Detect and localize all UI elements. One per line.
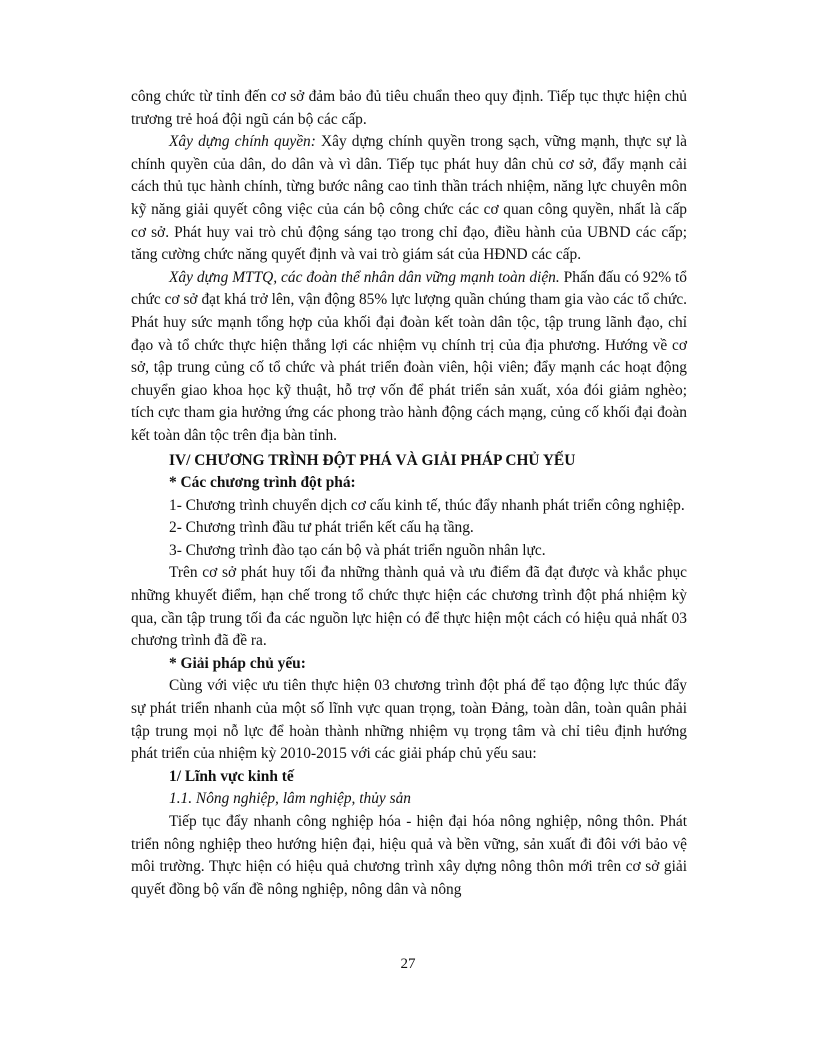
- section-iv-title: IV/ CHƯƠNG TRÌNH ĐỘT PHÁ VÀ GIẢI PHÁP CHỦ YẾU: [169, 451, 576, 469]
- paragraph-implementation: Trên cơ sở phát huy tối đa những thành quả và ưu điểm đã đạt được và khắc phục những khuyết điểm, hạn chế trong tổ chức thực hiện các chương trình đột phá nhiệm kỳ qua, cần tập trung tối đa các nguồn lực hiện có để thực hiện một cách có hiệu quả nhất 03 chương trình đã đề ra.: [131, 564, 687, 650]
- breakthrough-item-3: 3- Chương trình đào tạo cán bộ và phát triển nguồn nhân lực.: [169, 541, 546, 559]
- paragraph-agriculture: Tiếp tục đẩy nhanh công nghiệp hóa - hiện đại hóa nông nghiệp, nông thôn. Phát triển nông nghiệp theo hướng hiện đại, hiệu quả và bền vững, sản xuất đi đôi với bảo vệ môi trường. Thực hiện có hiệu quả chương trình xây dựng nông thôn mới trên cơ sở giải quyết đồng bộ vấn đề nông nghiệp, nông dân và nông: [131, 813, 687, 898]
- paragraph-cadre-standards: công chức từ tỉnh đến cơ sở đảm bảo đủ tiêu chuẩn theo quy định. Tiếp tục thực hiện chủ trương trẻ hoá đội ngũ cán bộ các cấp.: [131, 88, 687, 128]
- breakthrough-item-2: 2- Chương trình đầu tư phát triển kết cấu hạ tầng.: [169, 519, 474, 537]
- page-body: [131, 86, 687, 901]
- breakthrough-programs-heading: * Các chương trình đột phá:: [169, 474, 356, 492]
- mttq-building-lead: Xây dựng MTTQ, các đoàn thể nhân dân vững mạnh toàn diện.: [169, 268, 560, 286]
- subsection-economy-heading: 1/ Lĩnh vực kinh tế: [169, 767, 294, 785]
- mttq-building-body: Phấn đấu có 92% tổ chức cơ sở đạt khá trở lên, vận động 85% lực lượng quần chúng tham gia vào các tổ chức. Phát huy sức mạnh tổng hợp của khối đại đoàn kết toàn dân tộc, tập trung lãnh đạo, chỉ đạo và tổ chức thực hiện thắng lợi các nhiệm vụ chính trị của địa phương. Hướng về cơ sở, tập trung củng cố tổ chức và phát triển đoàn viên, hội viên; đẩy mạnh các hoạt động chuyển giao khoa học kỹ thuật, hỗ trợ vốn để phát triển sản xuất, xóa đói giảm nghèo; tích cực tham gia hưởng ứng các phong trào hành động cách mạng, củng cố khối đại đoàn kết toàn dân tộc trên địa bàn tỉnh.: [131, 268, 688, 444]
- paragraph-government-building: [131, 131, 687, 267]
- main-solutions-heading: * Giải pháp chủ yếu:: [169, 654, 306, 672]
- paragraph-mttq-building: [131, 267, 687, 448]
- government-building-lead: Xây dựng chính quyền:: [169, 133, 316, 151]
- subsection-agriculture-heading: 1.1. Nông nghiệp, lâm nghiệp, thủy sản: [169, 790, 411, 808]
- government-building-body: Xây dựng chính quyền trong sạch, vững mạnh, thực sự là chính quyền của dân, do dân và vì dân. Tiếp tục phát huy dân chủ cơ sở, đẩy mạnh cải cách thủ tục hành chính, từng bước nâng cao tinh thần trách nhiệm, năng lực chuyên môn kỹ năng giải quyết công việc của cán bộ công chức các cơ quan công quyền, nhất là cấp cơ sở. Phát huy vai trò chủ động sáng tạo trong chỉ đạo, điều hành của UBND các cấp; tăng cường chức năng quyết định và vai trò giám sát của HĐND các cấp.: [131, 133, 687, 264]
- page-number: 27: [400, 956, 416, 972]
- breakthrough-item-1: 1- Chương trình chuyển dịch cơ cấu kinh tế, thúc đẩy nhanh phát triển công nghiệp.: [169, 496, 685, 514]
- paragraph-solutions-intro: Cùng với việc ưu tiên thực hiện 03 chương trình đột phá để tạo động lực thúc đẩy sự phát triển nhanh của một số lĩnh vực quan trọng, toàn Đảng, toàn dân, toàn quân phải tập trung mọi nỗ lực để hoàn thành những nhiệm vụ trọng tâm và chỉ tiêu định hướng phát triển của nhiệm kỳ 2010-2015 với các giải pháp chủ yếu sau:: [131, 677, 687, 763]
